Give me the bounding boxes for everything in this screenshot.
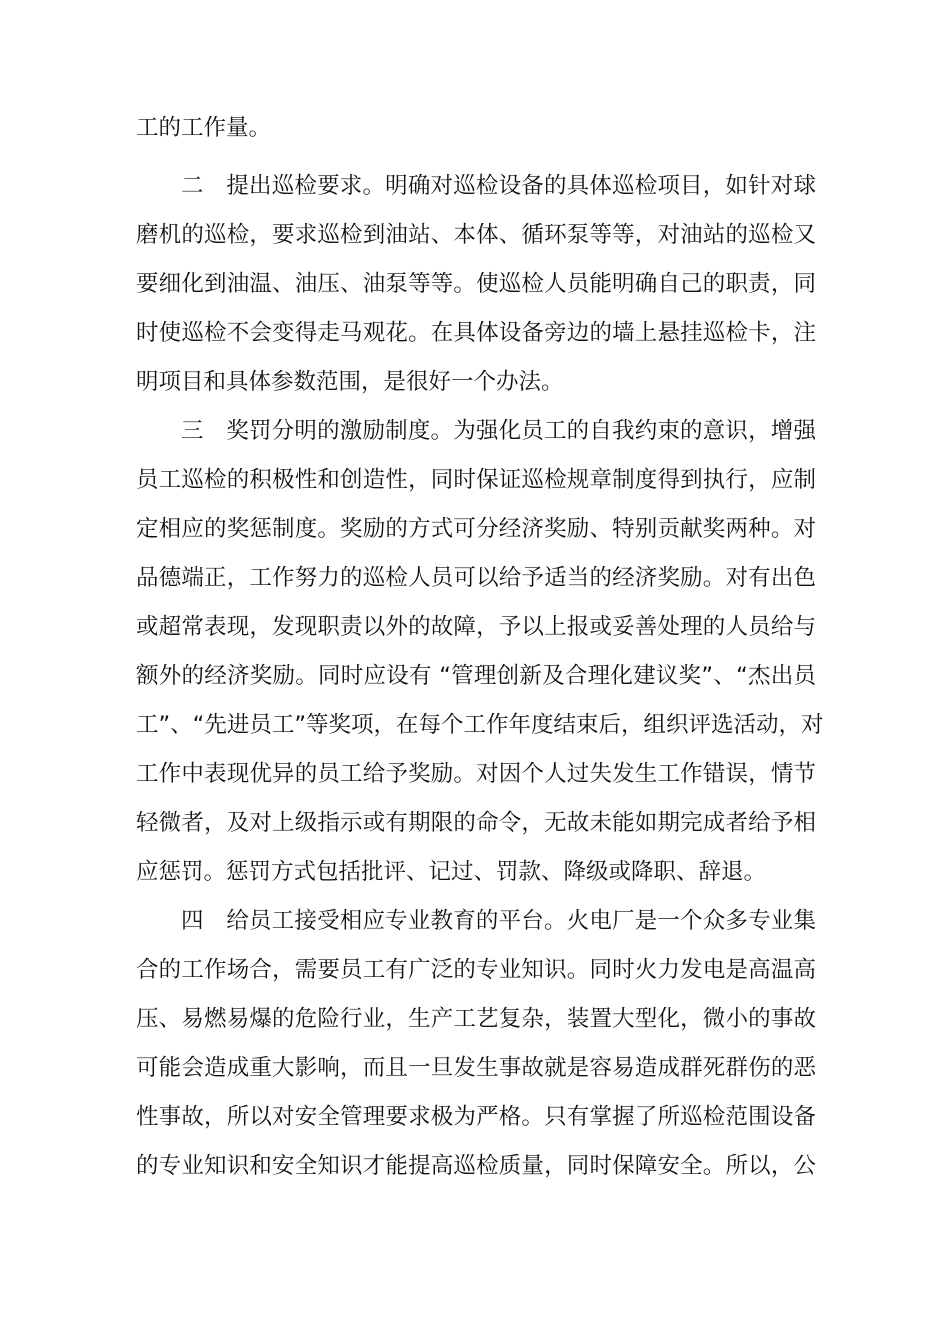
- paragraph-4: [136, 897, 816, 1191]
- text-line: 压、易燃易爆的危险行业，生产工艺复杂，装置大型化，微小的事故: [136, 1006, 816, 1032]
- text-line: 员工巡检的积极性和创造性，同时保证巡检规章制度得到执行，应制: [136, 467, 816, 493]
- text-line: 工”、“先进员工”等奖项，在每个工作年度结束后，组织评选活动，对: [136, 712, 824, 738]
- text-line: 工的工作量。: [136, 115, 272, 141]
- text-line: 或超常表现，发现职责以外的故障，予以上报或妥善处理的人员给与: [136, 614, 816, 640]
- text-line: 定相应的奖惩制度。奖励的方式可分经济奖励、特别贡献奖两种。对: [136, 516, 816, 542]
- text-line: 额外的经济奖励。同时应设有 “管理创新及合理化建议奖”、“杰出员: [136, 663, 816, 689]
- text-line: 二 提出巡检要求。明确对巡检设备的具体巡检项目，如针对球: [181, 173, 816, 199]
- paragraph-gap: [136, 153, 816, 162]
- text-line: 三 奖罚分明的激励制度。为强化员工的自我约束的意识，增强: [181, 418, 816, 444]
- text-line: 合的工作场合，需要员工有广泛的专业知识。同时火力发电是高温高: [136, 957, 816, 983]
- text-line: 四 给员工接受相应专业教育的平台。火电厂是一个众多专业集: [181, 908, 816, 934]
- text-line: 品德端正，工作努力的巡检人员可以给予适当的经济奖励。对有出色: [136, 565, 816, 591]
- text-line: 工作中表现优异的员工给予奖励。对因个人过失发生工作错误，情节: [136, 761, 816, 787]
- text-line: 磨机的巡检，要求巡检到油站、本体、循环泵等等，对油站的巡检又: [136, 222, 816, 248]
- text-line: 明项目和具体参数范围，是很好一个办法。: [136, 369, 564, 395]
- text-line: 性事故，所以对安全管理要求极为严格。只有掌握了所巡检范围设备: [136, 1104, 816, 1130]
- text-line: 应惩罚。惩罚方式包括批评、记过、罚款、降级或降职、辞退。: [136, 859, 767, 885]
- document-body: [136, 104, 824, 1191]
- text-line: 时使巡检不会变得走马观花。在具体设备旁边的墙上悬挂巡检卡，注: [136, 320, 816, 346]
- text-line: 要细化到油温、油压、油泵等等。使巡检人员能明确自己的职责，同: [136, 271, 816, 297]
- text-line: 的专业知识和安全知识才能提高巡检质量，同时保障安全。所以，公: [136, 1153, 816, 1179]
- paragraph-3: [136, 407, 824, 897]
- paragraph-1: [136, 104, 816, 153]
- text-line: 可能会造成重大影响，而且一旦发生事故就是容易造成群死群伤的恶: [136, 1055, 816, 1081]
- text-line: 轻微者，及对上级指示或有期限的命令，无故未能如期完成者给予相: [136, 810, 816, 836]
- paragraph-2: [136, 162, 816, 407]
